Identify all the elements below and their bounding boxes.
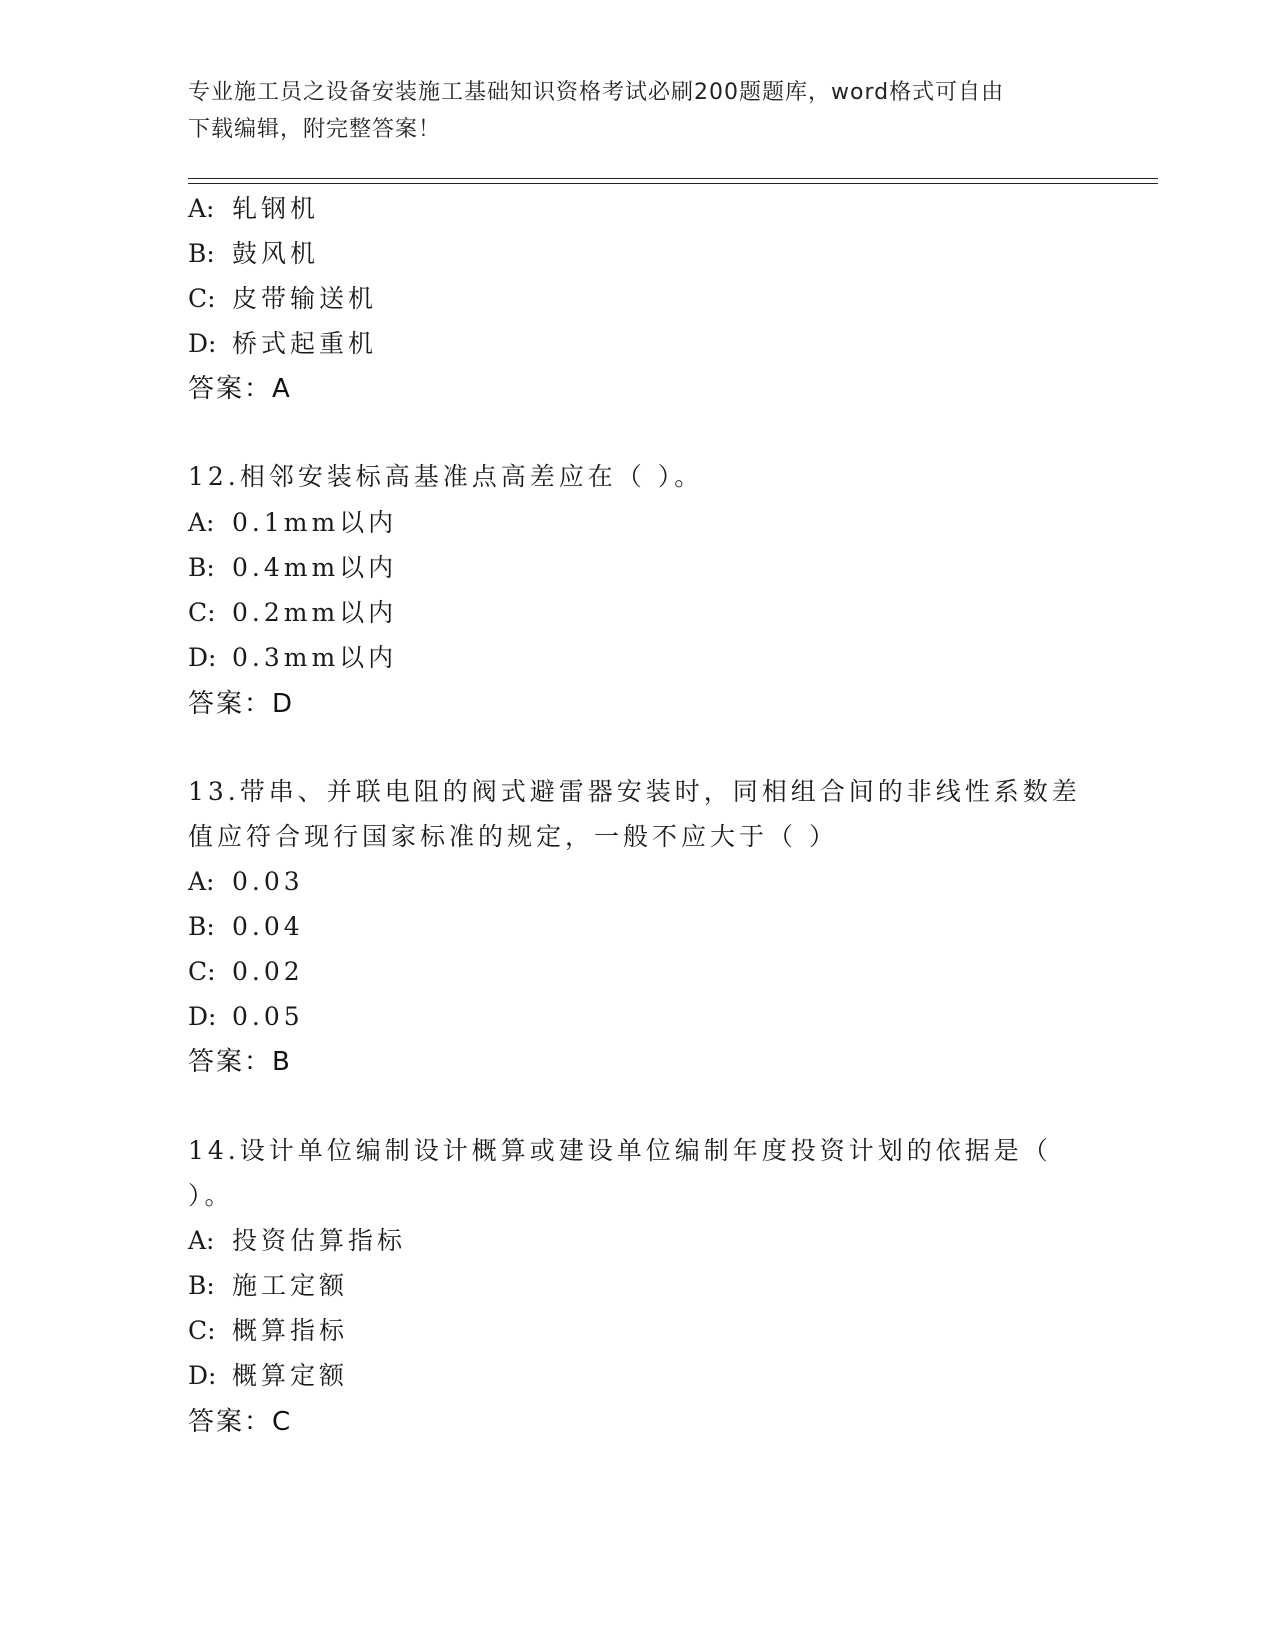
q14-option-a xyxy=(188,1226,406,1256)
option-text: 桥式起重机 xyxy=(232,329,378,358)
q14-option-c xyxy=(188,1316,348,1346)
header-title-line-2: 下载编辑，附完整答案！ xyxy=(188,117,442,142)
option-letter: A: xyxy=(188,508,215,537)
header-divider-bottom xyxy=(188,183,1158,184)
q12-option-c xyxy=(188,598,397,628)
q13-option-c xyxy=(188,957,304,987)
option-text: 鼓风机 xyxy=(232,239,320,268)
header-divider-top xyxy=(188,178,1158,179)
q14-question-line-2: ）。 xyxy=(188,1181,234,1210)
q13-option-a xyxy=(188,867,304,897)
q12-question: 12.相邻安装标高基准点高差应在（ ）。 xyxy=(188,462,704,491)
option-text: 0.4mm以内 xyxy=(232,553,398,582)
q12-answer: 答案：D xyxy=(188,689,295,719)
option-text: 施工定额 xyxy=(232,1271,349,1300)
q13-question-line-2: 值应符合现行国家标准的规定，一般不应大于（ ） xyxy=(188,822,838,851)
q11-option-c xyxy=(188,284,377,314)
option-text: 0.2mm以内 xyxy=(232,598,398,627)
option-text: 投资估算指标 xyxy=(232,1226,407,1255)
option-letter: C: xyxy=(188,957,216,986)
q12-option-d xyxy=(188,643,397,673)
q14-answer: 答案：C xyxy=(188,1407,293,1437)
q14-option-d xyxy=(188,1361,348,1391)
option-text: 轧钢机 xyxy=(232,194,320,223)
q11-option-d xyxy=(188,329,377,359)
document-header xyxy=(188,74,1088,148)
q13-question-line-1: 13.带串、并联电阻的阀式避雷器安装时，同相组合间的非线性系数差 xyxy=(188,777,1081,806)
option-letter: A: xyxy=(188,194,215,223)
q11-answer: 答案：A xyxy=(188,374,292,404)
option-text: 0.1mm以内 xyxy=(232,508,398,537)
option-text: 0.02 xyxy=(232,957,304,986)
option-letter: B: xyxy=(188,553,215,582)
option-text: 0.05 xyxy=(232,1002,304,1031)
option-letter: C: xyxy=(188,284,216,313)
option-letter: B: xyxy=(188,1271,215,1300)
q11-option-a xyxy=(188,194,319,224)
option-letter: A: xyxy=(188,1226,215,1255)
option-text: 皮带输送机 xyxy=(232,284,378,313)
q12-option-b xyxy=(188,553,397,583)
q14-question-line-1: 14.设计单位编制设计概算或建设单位编制年度投资计划的依据是（ xyxy=(188,1136,1052,1165)
option-letter: D: xyxy=(188,329,217,358)
option-text: 概算指标 xyxy=(232,1316,349,1345)
option-text: 概算定额 xyxy=(232,1361,349,1390)
option-letter: C: xyxy=(188,1316,216,1345)
q11-option-b xyxy=(188,239,319,269)
option-letter: B: xyxy=(188,239,215,268)
q12-option-a xyxy=(188,508,397,538)
q13-option-b xyxy=(188,912,304,942)
option-text: 0.03 xyxy=(232,867,304,896)
q13-option-d xyxy=(188,1002,304,1032)
option-letter: D: xyxy=(188,643,217,672)
header-title-line-1: 专业施工员之设备安装施工基础知识资格考试必刷200题题库，word格式可自由 xyxy=(188,80,1005,105)
option-letter: C: xyxy=(188,598,216,627)
option-letter: B: xyxy=(188,912,215,941)
option-letter: D: xyxy=(188,1002,217,1031)
option-text: 0.04 xyxy=(232,912,304,941)
q13-answer: 答案：B xyxy=(188,1047,292,1077)
option-letter: A: xyxy=(188,867,215,896)
option-text: 0.3mm以内 xyxy=(232,643,398,672)
option-letter: D: xyxy=(188,1361,217,1390)
q14-option-b xyxy=(188,1271,348,1301)
